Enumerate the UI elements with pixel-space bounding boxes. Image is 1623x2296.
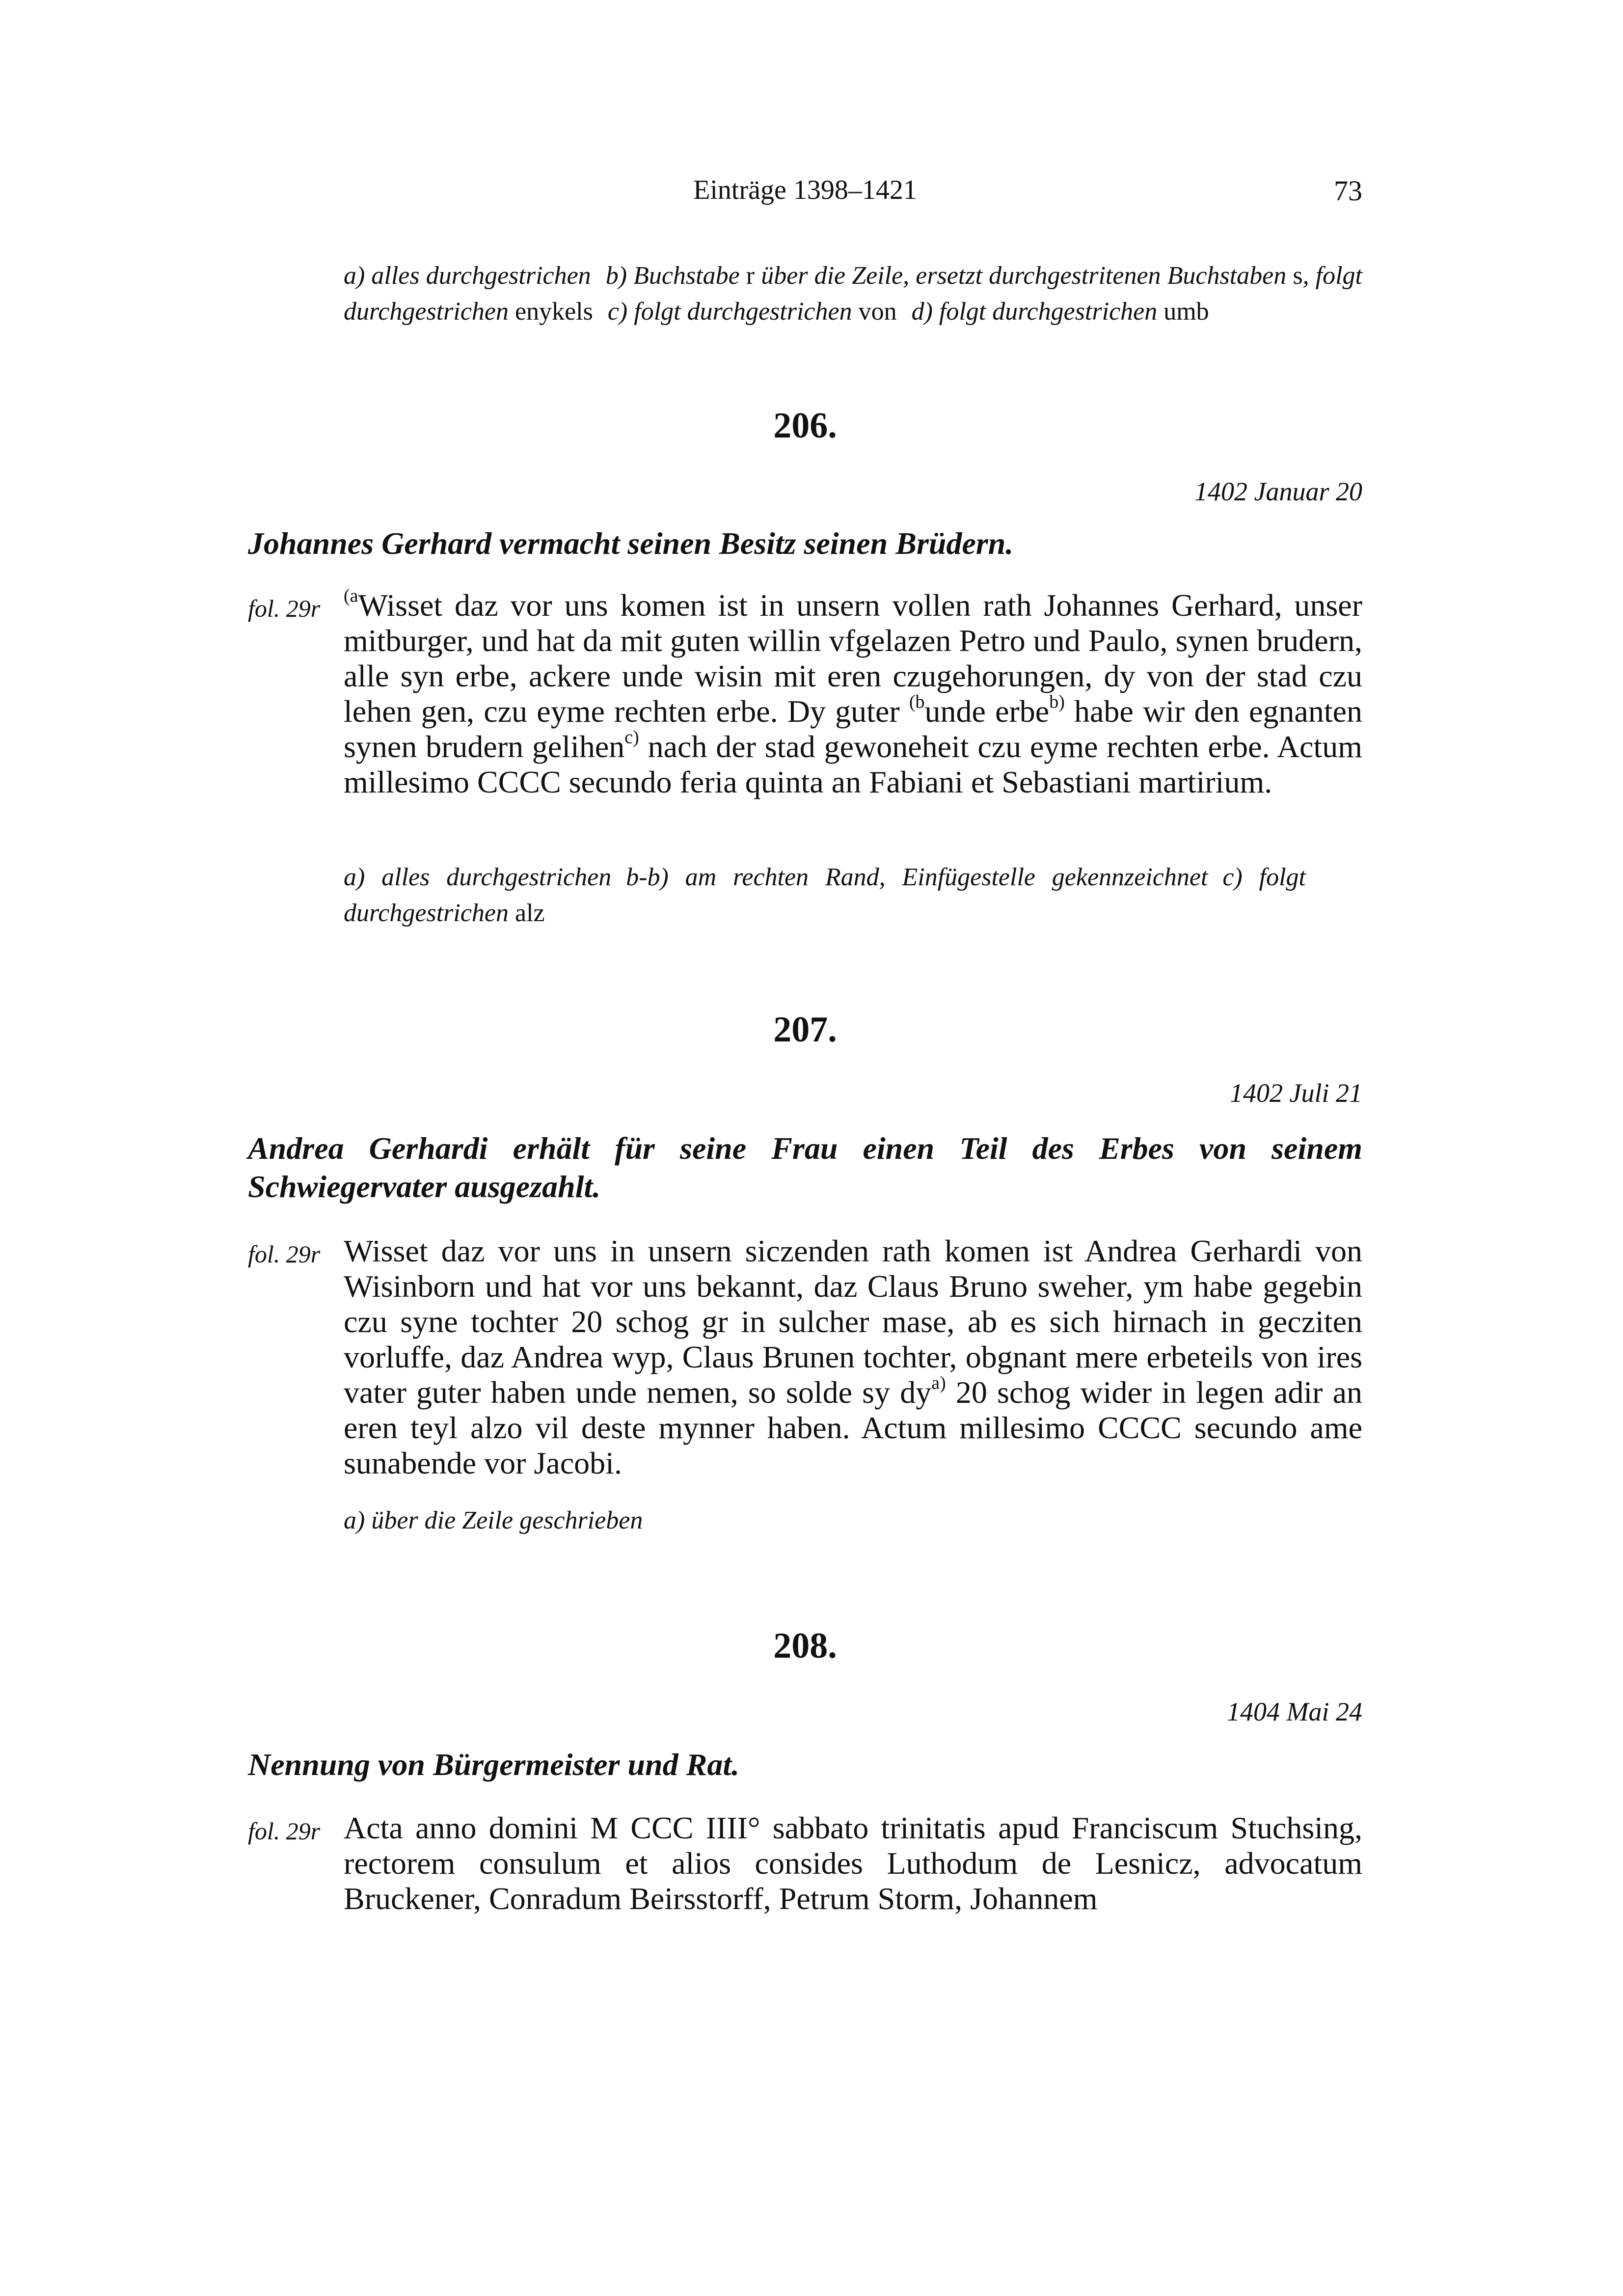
running-head	[248, 174, 1362, 214]
entry-number: 206.	[773, 406, 837, 446]
footnote-italic-text: b) Buchstabe	[605, 262, 746, 290]
footnote-roman-text: s	[1293, 262, 1303, 290]
footnote	[626, 863, 1208, 891]
footnote-marker: c)	[624, 727, 639, 748]
footnote-marker: a)	[931, 1372, 946, 1394]
body-text: habe wir den egnanten synen brudern gelihen	[344, 694, 1363, 764]
footnote-italic-text: c) folgt durchgestrichen	[344, 863, 1306, 927]
body-text: unde erbe	[924, 694, 1050, 729]
footnote-segments	[344, 863, 1306, 927]
footnote-italic-text: a) alles durchgestrichen	[344, 863, 612, 891]
footnote	[344, 1506, 643, 1534]
footnote	[344, 262, 591, 290]
footnote-roman-text: alz	[515, 899, 545, 927]
entry-title: Nennung von Bürgermeister und Rat.	[248, 1747, 740, 1782]
footnote-italic-text: , folgt durchgestrichen	[344, 262, 1362, 326]
entry-footnotes	[344, 859, 1306, 931]
entry-number: 207.	[773, 1010, 837, 1050]
footnote-segments	[344, 262, 1362, 326]
footnote-roman-text: von	[858, 298, 897, 326]
footnote-roman-text: enykels	[515, 298, 593, 326]
footnote-italic-text: a) über die Zeile geschrieben	[344, 1506, 643, 1534]
entry-body	[344, 1810, 1362, 1916]
footnote-italic-text: d) folgt durchgestrichen	[911, 298, 1164, 326]
running-title: Einträge 1398–1421	[693, 175, 917, 205]
entry-title: Andrea Gerhardi erhält für seine Frau einen Teil des Erbes von seinem Schwiegervater ausgezahlt.	[248, 1131, 1362, 1204]
footnote-italic-text: c) folgt durchgestrichen	[607, 298, 859, 326]
body-text: Acta anno domini M CCC IIII° sabbato trinitatis apud Franciscum Stuchsing, rectorem consulum et alios consides Luthodum de Lesnicz, advocatum Bruckener, Conradum Beirsstorff, Petrum Storm, Johannem	[344, 1810, 1362, 1916]
footnote	[608, 298, 897, 326]
footnote-italic-text: a) alles durchgestrichen	[344, 262, 591, 290]
folio-reference: fol. 29r	[248, 1817, 321, 1845]
footnote	[912, 298, 1209, 326]
body-text: Wisset daz vor uns komen ist in unsern vollen rath Johannes Gerhard, unser mitburger, und hat da mit guten willin vfgelazen Petro und Paulo, synen brudern, alle syn erbe, ackere unde wisin mit eren czugehorungen, dy von der stad czu lehen gen, czu eyme rechten erbe. Dy guter	[344, 588, 1362, 729]
folio-reference: fol. 29r	[248, 595, 321, 622]
footnote-roman-text: r	[746, 262, 755, 290]
footnote-segments	[344, 1506, 643, 1534]
body-text: 20 schog wider in legen adir an eren teyl alzo vil deste mynner haben. Actum millesimo CCCC secundo ame sunabende vor Jacobi.	[344, 1375, 1363, 1480]
footnote-italic-text: über die Zeile, ersetzt durchgestritenen Buchstaben	[755, 262, 1293, 290]
entry-body	[344, 585, 1363, 800]
footnotes-previous-entry	[344, 258, 1362, 329]
footnote-marker: (b	[909, 691, 925, 712]
footnote-italic-text: b-b) am rechten Rand, Einfügestelle gekennzeichnet	[626, 863, 1208, 891]
entry-body	[344, 1233, 1362, 1481]
entry-title: Johannes Gerhard vermacht seinen Besitz seinen Brüdern.	[248, 526, 1014, 561]
page-number: 73	[1334, 175, 1362, 207]
entry-date: 1402 Juli 21	[1230, 1078, 1362, 1108]
body-text: nach der stad gewoneheit czu eyme rechten erbe. Actum millesimo CCCC secundo feria quinta an Fabiani et Sebastiani martirium.	[344, 729, 1363, 799]
footnote-marker: (a	[344, 585, 358, 606]
entry-date: 1404 Mai 24	[1227, 1697, 1362, 1726]
footnote	[344, 863, 611, 891]
body-text: Wisset daz vor uns in unsern siczenden rath komen ist Andrea Gerhardi von Wisinborn und hat vor uns bekannt, daz Claus Bruno sweher, ym habe gegebin czu syne tochter 20 schog gr in sulcher mase, ab es sich hirnach in gecziten vorluffe, daz Andrea wyp, Claus Brunen tochter, obgnant mere erbeteils von ires vater guter haben unde nemen, so solde sy dy	[344, 1233, 1362, 1410]
entry-number: 208.	[773, 1626, 837, 1666]
entry-date: 1402 Januar 20	[1194, 477, 1362, 506]
entry-footnotes	[344, 1503, 1306, 1538]
footnote-marker: b)	[1049, 691, 1065, 712]
footnote-roman-text: umb	[1163, 298, 1209, 326]
folio-reference: fol. 29r	[248, 1240, 321, 1268]
